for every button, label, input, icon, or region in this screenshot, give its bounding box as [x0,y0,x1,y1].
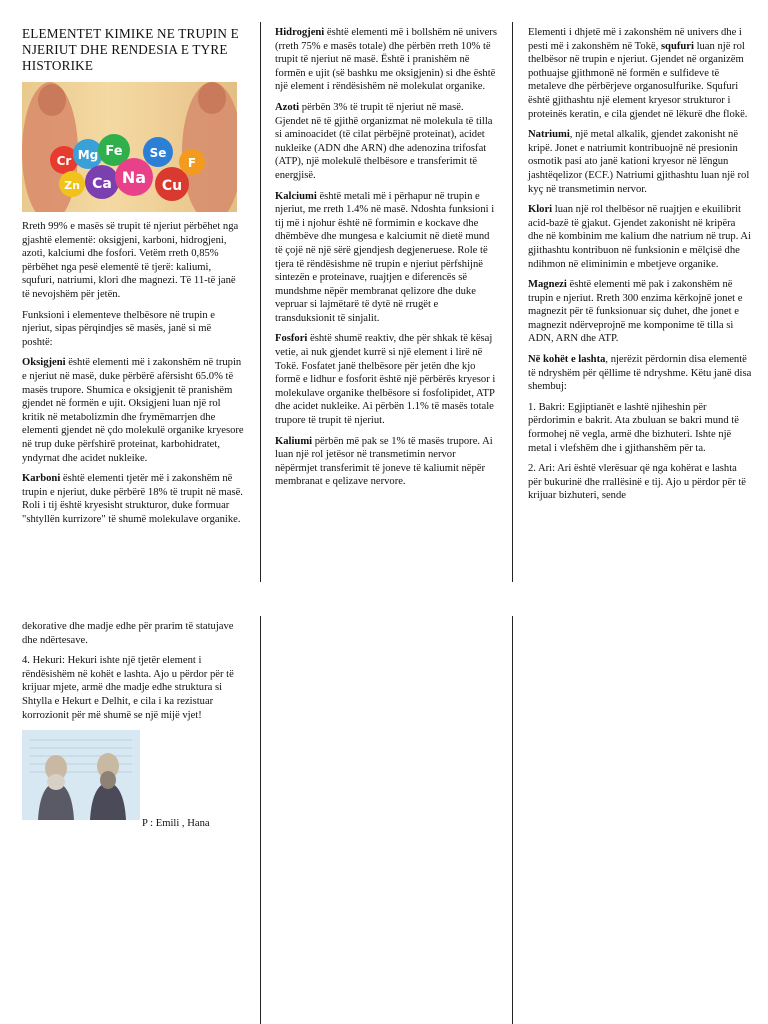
page-title: ELEMENTET KIMIKE NE TRUPIN E NJERIUT DHE RENDESIA E TYRE HISTORIKE [22,26,239,73]
element-label: Ca [92,176,112,192]
elements-illustration [22,82,237,212]
oxygen-text: është elementi më i zakonshëm në trupin e njeriut në masë, duke përbërë afërsisht 65.0% të masës trupore. Shumica e oksigjenit të pranishëm gjendet në formën e ujit. Oksigjeni luan një rol kritik në metabolizmin dhe frymëmarrjen dhe elementi gjendet në çdo molekulë organike kryesore në trup duke përfshirë proteinat, karbohidratet, yndyrnat dhe acidet nukleike. [22,357,244,464]
sulfur-heading: squfuri [660,40,694,52]
element-label: Zn [64,179,80,192]
hydrogen-heading: Hidrogjeni [275,27,325,38]
calcium-paragraph [275,190,497,326]
column-divider-1 [260,22,261,582]
nitrogen-paragraph [275,101,497,183]
history-heading: Në kohët e lashta [528,354,606,366]
chlorine-text: luan një rol thelbësor në ruajtjen e ekuilibrit acid-bazë të gjakut. Gjendet zakonisht në kripëra dhe në kombinim me kalium dhe natrium në trup. Ai gjithashtu kontribuon në funksionin e mëlçisë dhe ndihmon në eliminimin e mbetjeve organike. [528,204,752,270]
copper-paragraph: 1. Bakri: Egjiptianët e lashtë njiheshin për përdorimin e bakrit. Ata zbuluan se bakri mund të formohej në vegla, armë dhe bizhuteri. Ishte një metal i vlefshëm dhe i gjithanshëm për ta. [528,401,739,454]
column-divider-4 [512,616,513,1024]
elements-image [22,82,237,212]
element-label: Fe [105,144,123,159]
phosphorus-paragraph [275,332,497,427]
nitrogen-heading: Azoti [275,101,300,113]
gold-paragraph: 2. Ari: Ari është vlerësuar që nga kohërat e lashta për bukurinë dhe rrallësinë e tij. Ajo u përdor për të krijuar bizhuteri, sende [528,463,746,502]
carbon-heading: Karboni [22,473,61,485]
phosphorus-heading: Fosfori [275,333,308,345]
magnesium-text: është elementi më pak i zakonshëm në trupin e njeriut. Rreth 300 enzima kërkojnë jonet e magnezit për të funksionuar siç duhet, dhe jonet e magnezit ndërveprojnë me komponime të tilla si ADN, ARN dhe ATP. [528,279,743,345]
nitrogen-text: përbën 3% të trupit të njeriut në masë. Gjendet në të gjithë organizmat në molekula të tilla si aminoacidet (të cilat përbëjnë proteinat), acidet nukleike (ADN dhe ARN) dhe adenozina trifosfat (ATP), një molekulë thelbësore e transferimit të energjisë. [275,101,493,181]
magnesium-heading: Magnezi [528,279,567,291]
intro-paragraph: Rreth 99% e masës së trupit të njeriut përbëhet nga gjashtë elementë: oksigjeni, karboni, hidrogjeni, azoti, kalciumi dhe fosfori. Vetëm rreth 0,85% përbëhet nga pesë elementë të tjerë: kaliumi, squfuri, natriumi, klori dhe magnezi. Të 11-të janë të nevojshëm për jetën. [22,221,239,300]
column-1 [22,26,244,533]
column-2 [275,26,497,496]
history-paragraph [528,353,752,394]
scientists-image [22,730,140,820]
element-label: F [187,156,197,170]
magnesium-paragraph [528,278,752,346]
column-divider-2 [512,22,513,582]
carbon-text: është elementi tjetër më i zakonshëm në trupin e njeriut, duke përbërë 18% të trupit në masë. Roli i tij është kryesisht strukturor, duke formuar "shtyllën kurrizore" të shumë molekulave organike. [22,473,243,525]
hydrogen-paragraph [275,26,497,94]
oxygen-heading: Oksigjeni [22,357,66,369]
potassium-paragraph [275,435,497,489]
sulfur-paragraph [528,26,752,121]
history-text: , njerëzit përdornin disa elementë të ndryshëm për qëllime të ndryshme. Këtu janë disa shembuj: [528,354,752,393]
sulfur-text-b: luan një rol thelbësor në trupin e njeriut. Gjendet në organizëm pothuajse gjithmonë në formën e sulfideve të metaleve dhe përbërjeve organosulfurike. Squfuri është gjithashtu një element kryesor strukturor i proteinës keratin, e cila gjendet në lëkurë dhe flokë. [528,40,748,120]
calcium-text: është metali më i përhapur në trupin e njeriut, me rreth 1.4% në masë. Ndoshta funksioni i tij më i njohur është në formimin e kockave dhe dhëmbëve dhe mungesa e kalciumit në dietë mund të çojë në një sërë gjendjesh degjeneruese. Role të tjera të rëndësishme në trupin e njeriut përfshijnë sintezën e proteinave, ruajtjen e diferencës së mundshme nëpër membranat qelizore dhe duke vepruar si lajmëtarë të dytë në rrugët e transduksionit të sinjalit. [275,190,495,324]
carbon-paragraph [22,472,244,526]
iron-paragraph: 4. Hekuri: Hekuri ishte një tjetër element i rëndësishëm në kohët e lashta. Ajo u përdor për të krijuar mjete, armë dhe madje edhe struktura si Shtylla e Hekurt e Delhit, e cila i ka rezistuar korrozionit për më shumë se një mijë vjet! [22,655,234,721]
element-label: Se [149,146,167,160]
sodium-paragraph [528,128,752,196]
page2-column-1 [22,620,248,820]
signature: P : Emili , Hana [142,818,210,829]
potassium-heading: Kaliumi [275,435,313,447]
element-label: Cr [56,154,72,168]
scientists-illustration [22,730,140,820]
phosphorus-text: është shumë reaktiv, dhe për shkak të kësaj vetie, ai nuk gjendet kurrë si një element i lirë në Tokë. Fosfatet janë thelbësore për jetën dhe kjo formë e lidhur e fosforit është një përbërës kryesor i molekulave organike thelbësore si fosfolipidet, ATP dhe acidet nukleike. Ai përbën 1.1% të masës totale trupore të trupit të njeriut. [275,333,496,427]
element-label: Na [121,168,147,187]
potassium-text: përbën më pak se 1% të masës trupore. Ai luan një rol jetësor në transmetimin nervor nëpërmjet transferimit të joneve të kaliumit nëpër membranat e qelizave nervore. [275,435,493,488]
functions-paragraph: Funksioni i elementeve thelbësore në trupin e njeriut, sipas përqindjes së masës, janë si më poshtë: [22,309,215,348]
oxygen-paragraph [22,356,244,465]
sulfur-text-a: Elementi i dhjetë më i zakonshëm në univers dhe i pesti më i zakonshëm në Tokë, [528,27,742,52]
element-label: Cu [161,178,183,194]
sodium-heading: Natriumi [528,129,570,141]
calcium-heading: Kalciumi [275,190,317,202]
column-3 [528,26,752,510]
chlorine-heading: Klori [528,204,553,216]
column-divider-3 [260,616,261,1024]
gold-continued-paragraph: dekorative dhe madje edhe për prarim të statujave dhe ndërtesave. [22,621,234,646]
hydrogen-text: është elementi më i bollshëm në univers (rreth 75% e masës totale) dhe përbën rreth 10% të trupit të njeriut në masë. Është i pranishëm në formën e ujit (së bashku me oksigjenin) si dhe është një element i rëndësishëm në molekulat organike. [275,27,497,93]
chlorine-paragraph [528,203,752,271]
sodium-text: , një metal alkalik, gjendet zakonisht në kripë. Jonet e natriumit kontribuojnë në presionin osmotik pasi ato janë kationi kryesor në lëngun jashtëqelizor (ECF.) Natriumi gjithashtu luan një rol kyç në transmetimin nervor. [528,129,750,195]
element-label: Mg [77,148,99,162]
